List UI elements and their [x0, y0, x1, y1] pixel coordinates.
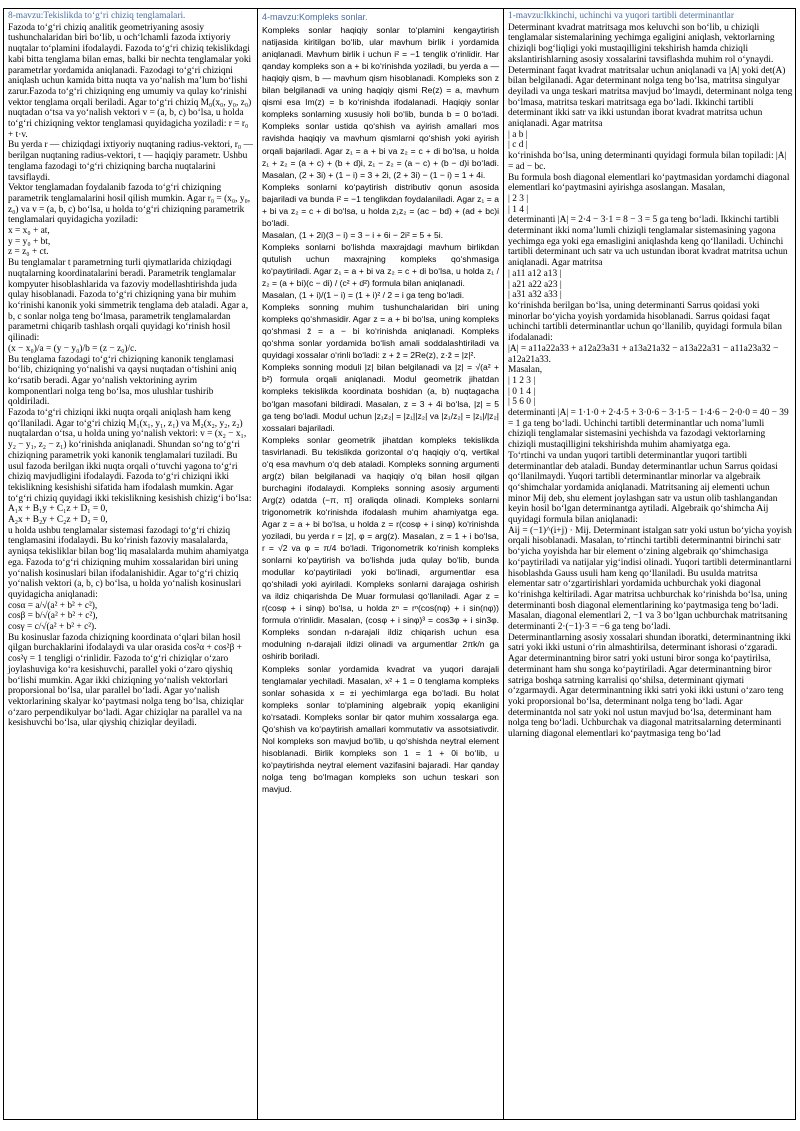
paragraph: determinanti |A| = 2·4 − 3·1 = 8 − 3 = 5 ga teng bo‘ladi. Ikkinchi tartibli determinant ikki noma’lumli chiziqli tenglamalar sistemasining yagona yechimga ega yoki ega emasligini aniqlashda keng qo‘llaniladi. Uchinchi tartibli determinant uch satr va uch ustundan iborat kvadrat matritsa uchun aniqlanadi. Agar matritsa: [508, 215, 788, 269]
paragraph: y = y₀ + bt,: [8, 236, 51, 247]
column-title: 1-mavzu:Ikkinchi, uchinchi va yuqori tartibli determinantlar: [508, 11, 734, 21]
paragraph: |A| = a11a22a33 + a12a23a31 + a13a21a32 − a13a22a31 − a11a23a32 − a12a21a33.: [508, 343, 779, 365]
paragraph: A₂x + B₂y + C₂z + D₂ = 0,: [8, 515, 108, 526]
paragraph: Kompleks sonlarni ko‘paytirish distributiv qonun asosida bajariladi va bunda i² = −1 tenglikdan foydalaniladi. Agar z₁ = a + bi va z₂ = c + di bo‘lsa, u holda z₁z₂ = (ac − bd) + (ad + bc)i bo‘ladi.: [262, 181, 499, 228]
paragraph: Bu yerda r — chiziqdagi ixtiyoriy nuqtaning radius-vektori, r₀ — berilgan nuqtaning radius-vektori, t — haqiqiy parametr. Ushbu tenglama fazodagi to‘g‘ri chiziqning barcha nuqtalarini tavsiflaydi.: [8, 140, 253, 183]
paragraph: Aij = (−1)^(i+j) · Mij. Determinant istalgan satr yoki ustun bo‘yicha yoyish orqali hisoblanadi. Masalan, to‘rtinchi tartibli determinantni birinchi satr bo‘yicha yoyishda har bir element o‘zining algebraik qo‘shimchasiga ko‘paytiriladi va natijalar yig‘indisi olinadi. Yuqori tartibli determinantlarni hisoblashda Gauss usuli ham keng qo‘llaniladi. Bu usulda matritsa elementar satr o‘zgartirishlari yordamida uchburchak yoki diagonal ko‘rinishga keltiriladi. Agar matritsa uchburchak ko‘rinishda bo‘lsa, uning determinanti bosh diagonal elementlarining ko‘paytmasiga teng bo‘ladi. Masalan, diagonal elementlari 2, −1 va 3 bo‘lgan uchburchak matritsaning determinanti 2·(−1)·3 = −6 ga teng bo‘ladi.: [508, 525, 792, 633]
paragraph: Kompleks sonning muhim tushunchalaridan biri uning kompleks qo‘shmasidir. Agar z = a + bi bo‘lsa, uning kompleks qo‘shmasi z̄ = a − bi ko‘rinishda aniqlanadi. Kompleks qo‘shma sonlar yordamida bo‘lish amali soddalashtiriladi va quyidagi xossalar o‘rinli bo‘ladi: z + z̄ = 2Re(z), z·z̄ = |z|².: [262, 302, 499, 361]
paragraph: Bu formula bosh diagonal elementlari ko‘paytmasidan yordamchi diagonal elementlari ko‘paytmasini ayirishga asoslangan. Masalan,: [508, 172, 790, 194]
paragraph: Determinant kvadrat matritsaga mos keluvchi son bo‘lib, u chiziqli tenglamalar sistemalarining yechimga egaligini aniqlash, vektorlarning chiziqli bog‘liqligi yoki mustaqilligini tekshirish hamda chiziqli akslantirishlarning asosiy xossalarini tavsiflashda muhim rol o‘ynaydi. Determinant faqat kvadrat matritsalar uchun aniqlanadi va |A| yoki det(A) bilan belgilanadi. Agar determinant nolga teng bo‘lsa, matritsa singulyar deyiladi va unga teskari matritsa mavjud bo‘lmaydi, determinant nolga teng bo‘lmasa, matritsa teskari matritsaga ega bo‘ladi. Ikkinchi tartibli determinant ikki satr va ikki ustundan iborat kvadrat matritsa uchun aniqlanadi. Agar matritsa: [508, 22, 793, 130]
paragraph: cosβ = b/√(a² + b² + c²),: [8, 611, 98, 622]
paragraph: cosα = a/√(a² + b² + c²),: [8, 600, 98, 611]
paragraph: cosγ = c/√(a² + b² + c²).: [8, 622, 97, 633]
paragraph: u holda ushbu tenglamalar sistemasi fazodagi to‘g‘ri chiziq tenglamasini ifodalaydi. Bu ko‘rinish fazoviy masalalarda, ayniqsa tekisliklar bilan bog‘liq masalalarda muhim ahamiyatga ega. Fazoda to‘g‘ri chiziqning muhim xossalaridan biri uning yo‘nalish kosinuslari bilan ifodalanishidir. Agar to‘g‘ri chiziq yo‘nalish vektori (a, b, c) bo‘lsa, u holda yo‘nalish kosinuslari quyidagicha aniqlanadi:: [8, 525, 249, 600]
paragraph: | a11 a12 a13 |: [508, 268, 562, 279]
paragraph: ko‘rinishda berilgan bo‘lsa, uning determinanti Sarrus qoidasi yoki minorlar bo‘yicha yoyish yordamida hisoblanadi. Sarrus qoidasi faqat uchinchi tartibli determinantlar uchun qo‘llanilib, quyidagi formula bilan ifodalanadi:: [508, 300, 782, 344]
paragraph: Determinantlarning asosiy xossalari shundan iboratki, determinantning ikki satri yoki ikki ustuni o‘rin almashtirilsa, determinant ishorasi o‘zgaradi. Agar determinantning biror satri yoki ustuni biror songa ko‘paytirilsa, determinant ham shu songa ko‘paytiriladi. Agar determinantning biror satriga boshqa satrning karralisi qo‘shilsa, determinant qiymati o‘zgarmaydi. Agar determinantning ikki satri yoki ikki ustuni o‘zaro teng yoki proporsional bo‘lsa, determinant nolga teng bo‘ladi. Agar determinantda nol satr yoki nol ustun mavjud bo‘lsa, determinant ham nolga teng bo‘ladi. Uchburchak va diagonal matritsalarning determinanti ularning diagonal elementlari ko‘paytmasiga teng bo‘lad: [508, 632, 792, 740]
paragraph: | a b |: [508, 129, 528, 140]
paragraph: Kompleks sonning moduli |z| bilan belgilanadi va |z| = √(a² + b²) formula orqali aniqlanadi. Modul geometrik jihatdan kompleks tekislikda koordinata boshidan (a, b) nuqtagacha bo‘lgan masofani bildiradi. Masalan, z = 3 + 4i bo‘lsa, |z| = 5 ga teng bo‘ladi. Modul uchun |z₁z₂| = |z₁||z₂| va |z₁/z₂| = |z₁|/|z₂| xossalari bajariladi.: [262, 362, 499, 433]
column-determinants-left: [4, 9, 258, 1119]
paragraph: Vektor tenglamadan foydalanib fazoda to‘g‘ri chiziqning parametrik tenglamalarini hosil qilish mumkin. Agar r₀ = (x₀, y₀, z₀) va v = (a, b, c) bo‘lsa, u holda to‘g‘ri chiziqning parametrik tenglamalari quyidagicha yoziladi:: [8, 183, 251, 226]
paragraph: Fazoda to‘g‘ri chiziq analitik geometriyaning asosiy tushunchalaridan biri bo‘lib, u och‘lchamli fazoda ixtiyoriy nuqtalar to‘plamini ifodalaydi. Fazoda to‘g‘ri chiziq tekislikdagi kabi bitta tenglama bilan emas, balki bir nechta tenglamalar yoki parametrlar yordamida aniqlanadi. Fazodagi to‘g‘ri chiziqni aniqlash uchun kamida bitta nuqta va yo‘nalish ma’lum bo‘lishi zarur.Fazoda to‘g‘ri chiziqning eng umumiy va qulay ko‘rinishi vektor tenglama orqali beriladi. Agar to‘g‘ri chiziq M₀(x₀, y₀, z₀) nuqtadan o‘tsa va yo‘nalish vektori v = (a, b, c) bo‘lsa, u holda to‘g‘ri chiziqning vektor tenglamasi quyidagicha yoziladi: r = r₀ + t·v.: [8, 22, 252, 140]
paragraph: | 1 2 3 |: [508, 375, 536, 386]
column-title: 8-mavzu:Tekislikda to‘g‘ri chiziq tenglamalari.: [8, 11, 186, 21]
paragraph: Kompleks sonlar yordamida kvadrat va yuqori darajali tenglamalar yechiladi. Masalan, x² + 1 = 0 tenglama kompleks sonlar sohasida x = ±i yechimlarga ega bo‘ladi. Bu holat kompleks sonlar to‘plamining algebraik yopiq ekanligini ko‘rsatadi. Kompleks sonlar bir qator muhim xossalarga ega. Qo‘shish va ko‘paytirish amallari kommutativ va assotsiativdir. Nol kompleks son mavjud bo‘lib, u qo‘shishda neytral element hisoblanadi. Birlik kompleks son 1 = 1 + 0i bo‘lib, u ko‘paytirishda neytral element vazifasini bajaradi. Har qanday nolga teng bo‘lmagan kompleks son uchun teskari son mavjud.: [262, 663, 499, 794]
paragraph: Bu tenglamalar t parametrning turli qiymatlarida chiziqdagi nuqtalarning koordinatalarini beradi. Parametrik tenglamalar kompyuter hisoblashlarida va fazoviy modellashtirishda juda qulay hisoblanadi. Fazoda to‘g‘ri chiziqning yana bir muhim ko‘rinishi kanonik yoki simmetrik tenglama deb ataladi. Agar a, b, c sonlar nolga teng bo‘lmasa, parametrik tenglamalardan parametrni chiqarib tashlash orqali quyidagi ko‘rinish hosil qilinadi:: [8, 258, 249, 344]
paragraph: x = x₀ + at,: [8, 226, 50, 237]
paragraph: (x − x₀)/a = (y − y₀)/b = (z − z₀)/c.: [8, 343, 137, 354]
paragraph: determinanti |A| = 1·1·0 + 2·4·5 + 3·0·6 − 3·1·5 − 1·4·6 − 2·0·0 = 40 − 39 = 1 ga teng bo‘ladi. Uchinchi tartibli determinantlar uch noma’lumli chiziqli tenglamalar sistemasini yechishda va fazodagi vektorlarning chiziqli mustaqilligini tekshirishda muhim ahamiyatga ega.: [508, 408, 789, 451]
paragraph: Kompleks sonlar geometrik jihatdan kompleks tekislikda tasvirlanadi. Bu tekislikda gorizontal o‘q haqiqiy o‘q, vertikal o‘q esa mavhum o‘q deb ataladi. Kompleks sonning argumenti arg(z) bilan belgilanadi va haqiqiy o‘q bilan hosil qilgan burchagini ifodalaydi. Kompleks sonning asosiy argumenti Arg(z) odatda (−π, π] oraliqda olinadi. Kompleks sonlarni trigonometrik ko‘rinishda ifodalash muhim ahamiyatga ega. Agar z = a + bi bo‘lsa, u holda z = r(cosφ + i sinφ) ko‘rinishda yoziladi, bu yerda r = |z|, φ = arg(z). Masalan, z = 1 + i bo‘lsa, r = √2 va φ = π/4 bo‘ladi. Trigonometrik ko‘rinish kompleks sonlarni ko‘paytirish va bo‘lishda juda qulay bo‘lib, bunda modullar ko‘paytiriladi yoki bo‘linadi, argumentlar esa qo‘shiladi yoki ayiriladi. Kompleks sonlarni darajaga oshirish va ildiz chiqarishda De Muar formulasi qo‘llaniladi. Agar z = r(cosφ + i sinφ) bo‘lsa, u holda zⁿ = rⁿ(cos(nφ) + i sin(nφ)) formula o‘rinlidir. Masalan, (cosφ + i sinφ)³ = cos3φ + i sin3φ. Kompleks sondan n-darajali ildiz chiqarish uchun esa modulning n-darajali ildizi olinadi va argumentlar 2πk/n ga oshirib boriladi.: [262, 434, 499, 662]
paragraph: A₁x + B₁y + C₁z + D₁ = 0,: [8, 504, 108, 515]
paragraph: | 5 6 0 |: [508, 397, 536, 408]
paragraph: | a31 a32 a33 |: [508, 290, 562, 301]
column-determinants-right: [504, 9, 796, 1119]
paragraph: Kompleks sonlar haqiqiy sonlar to‘plamini kengaytirish natijasida kiritilgan bo‘lib, ular mavhum birlik i yordamida aniqlanadi. Mavhum birlik i uchun i² = −1 tenglik o‘rinlidir. Har qanday kompleks son a + bi ko‘rinishda yoziladi, bu yerda a — haqiqiy qism, b — mavhum qism hisoblanadi. Kompleks son z bilan belgilanadi va uning haqiqiy qismi Re(z) = a, mavhum qismi esa Im(z) = b ko‘rinishda ifodalanadi. Haqiqiy sonlar kompleks sonlarning xususiy holi bo‘lib, bunda b = 0 bo‘ladi. Kompleks sonlar ustida qo‘shish va ayirish amallari mos ravishda haqiqiy va mavhum qismlarni qo‘shish yoki ayirish orqali bajariladi. Agar z₁ = a + bi va z₂ = c + di bo‘lsa, u holda z₁ + z₂ = (a + c) + (b + d)i, z₁ − z₂ = (a − c) + (b − d)i bo‘ladi. Masalan, (2 + 3i) + (1 − i) = 3 + 2i, (2 + 3i) − (1 − i) = 1 + 4i.: [262, 25, 499, 180]
paragraph: | 1 4 |: [508, 204, 529, 215]
paragraph: | 2 3 |: [508, 193, 529, 204]
column-body: [8, 23, 253, 729]
paragraph: Masalan, (1 + 2i)(3 − i) = 3 − i + 6i − 2i² = 5 + 5i.: [262, 229, 444, 240]
paragraph: | c d |: [508, 140, 528, 151]
column-body: [262, 24, 499, 795]
paragraph: z = z₀ + ct.: [8, 247, 49, 258]
column-title: 4-mavzu:Kompleks sonlar.: [262, 12, 368, 22]
paragraph: | 0 1 4 |: [508, 386, 536, 397]
paragraph: Bu tenglama fazodagi to‘g‘ri chiziqning kanonik tenglamasi bo‘lib, chiziqning yo‘nalishi va qaysi nuqtadan o‘tishini aniq ko‘rsatib beradi. Agar yo‘nalish vektorining ayrim komponentlari nolga teng bo‘lsa, mos ulushlar tushirib qoldiriladi.: [8, 354, 237, 408]
paragraph: Masalan, (1 + i)/(1 − i) = (1 + i)² / 2 = i ga teng bo‘ladi.: [262, 290, 465, 301]
paragraph: Bu kosinuslar fazoda chiziqning koordinata o‘qlari bilan hosil qilgan burchaklarini ifodalaydi va ular orasida cos²α + cos²β + cos²γ = 1 tengligi o‘rinlidir. Fazoda to‘g‘ri chiziqlar o‘zaro joylashuviga ko‘ra kesishuvchi, parallel yoki o‘zaro qiyshiq bo‘lishi mumkin. Agar ikki chiziqning yo‘nalish vektorlari proporsional bo‘lsa, ular parallel bo‘ladi. Agar yo‘nalish vektorlarining skalyar ko‘paytmasi nolga teng bo‘lsa, chiziqlar o‘zaro perpendikulyar bo‘ladi. Agar chiziqlar na parallel va na kesishuvchi bo‘lsa, ular qiyshiq chiziqlar deyiladi.: [8, 632, 244, 729]
paragraph: Fazoda to‘g‘ri chiziqni ikki nuqta orqali aniqlash ham keng qo‘llaniladi. Agar to‘g‘ri chiziq M₁(x₁, y₁, z₁) va M₂(x₂, y₂, z₂) nuqtalardan o‘tsa, u holda uning yo‘nalish vektori: v = (x₂ − x₁, y₂ − y₁, z₂ − z₁) ko‘rinishda aniqlanadi. Shundan so‘ng to‘g‘ri chiziqning parametrik yoki kanonik tenglamalari tuziladi. Bu usul fazoda berilgan ikki nuqta orqali o‘tuvchi yagona to‘g‘ri chiziq mavjudligini ifodalaydi. Fazoda to‘g‘ri chiziqni ikki tekislikning kesishishi sifatida ham ifodalash mumkin. Agar to‘g‘ri chiziq quyidagi ikki tekislikning kesishish chizig‘i bo‘lsa:: [8, 408, 252, 504]
paragraph: | a21 a22 a23 |: [508, 279, 562, 290]
document-page: [3, 8, 796, 1120]
paragraph: Kompleks sonlarni bo‘lishda maxrajdagi mavhum birlikdan qutulish uchun maxrajning kompleks qo‘shmasiga ko‘paytiriladi. Agar z₁ = a + bi va z₂ = c + di bo‘lsa, u holda z₁ / z₂ = (a + bi)(c − di) / (c² + d²) formula bilan aniqlanadi.: [262, 241, 499, 289]
paragraph: To‘rtinchi va undan yuqori tartibli determinantlar yuqori tartibli determinantlar deb ataladi. Bunday determinantlar uchun Sarrus qoidasi qo‘llanilmaydi. Yuqori tartibli determinantlar minorlar va algebraik qo‘shimchalar yordamida aniqlanadi. Matritsaning aij elementi uchun minor Mij deb, shu element joylashgan satr va ustun olib tashlangandan keyin hosil bo‘lgan determinantga aytiladi. Algebraik qo‘shimcha Aij quyidagi formula bilan aniqlanadi:: [508, 450, 778, 526]
paragraph: Masalan,: [508, 365, 543, 376]
column-body: [508, 23, 793, 740]
paragraph: ko‘rinishda bo‘lsa, uning determinanti quyidagi formula bilan topiladi: |A| = ad − bc.: [508, 151, 787, 172]
column-complex-numbers: [258, 9, 504, 1119]
